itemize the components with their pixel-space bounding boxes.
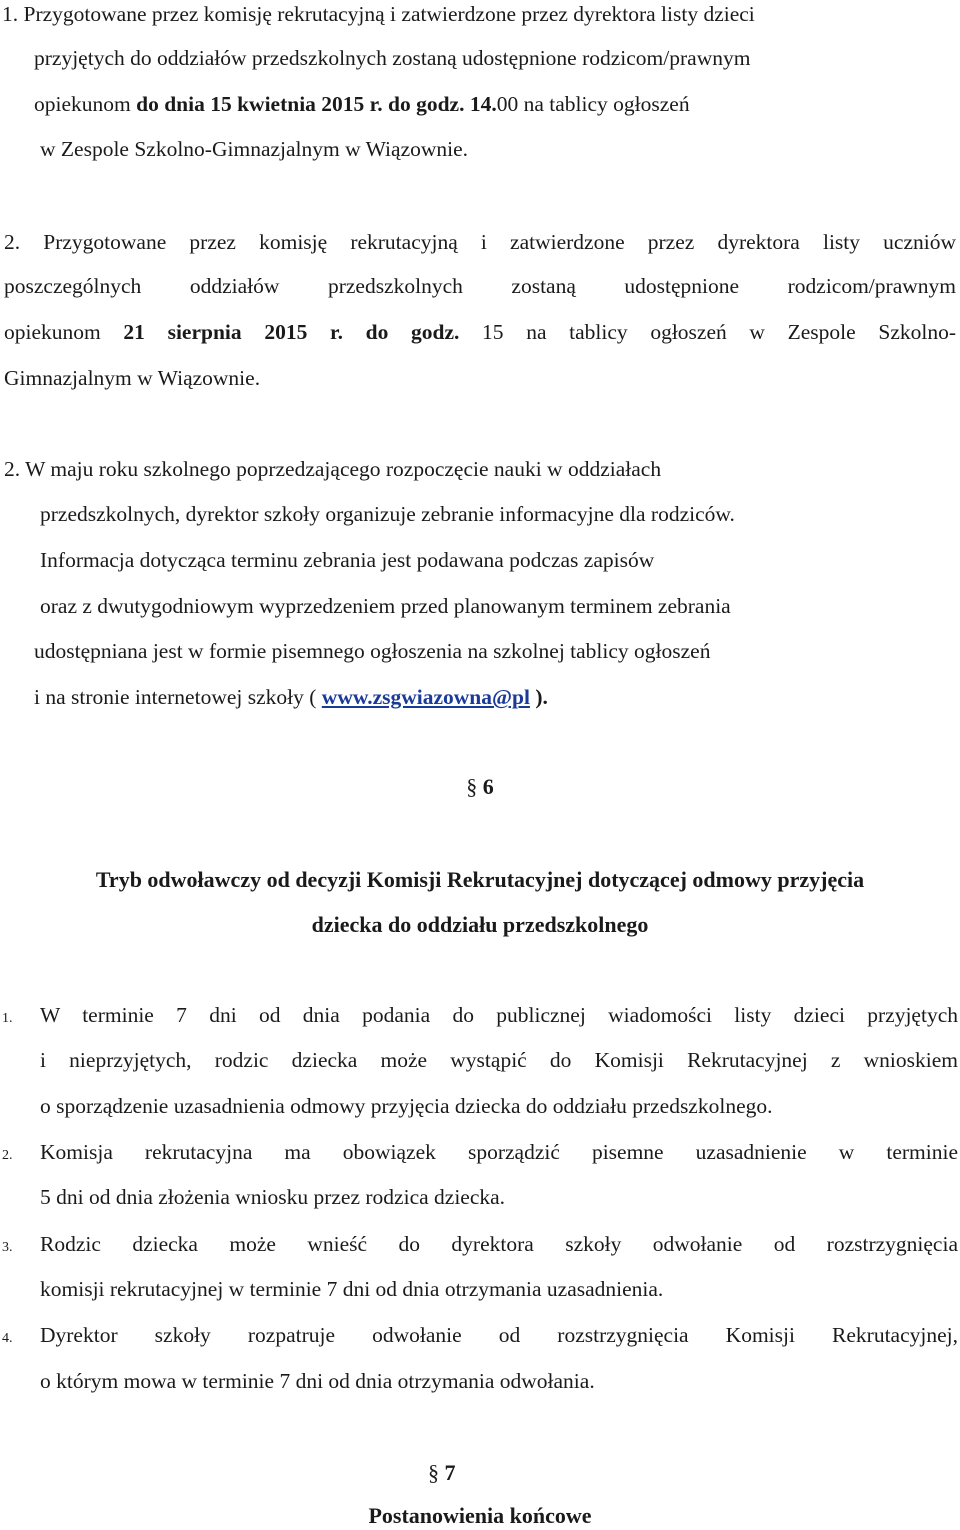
section-7-heading (428, 1459, 456, 1487)
section-7-title: Postanowienia końcowe (368, 1503, 592, 1528)
p3-line-2: przedszkolnych, dyrektor szkoły organizuje zebranie informacyjne dla rodziców. (40, 502, 735, 526)
list-item-3 (2, 1230, 960, 1262)
p1-line-1: 1. Przygotowane przez komisję rekrutacyjną i zatwierdzone przez dyrektora listy dzieci (2, 2, 755, 26)
section-7-number: 7 (444, 1460, 456, 1485)
list-item-3-line-2: komisji rekrutacyjnej w terminie 7 dni od dnia otrzymania uzasadnienia. (40, 1277, 664, 1301)
list-item-1-number: 1. (2, 1011, 13, 1026)
list-item-4-number: 4. (2, 1331, 13, 1346)
p1-line-3 (34, 90, 960, 118)
list-item-4 (2, 1321, 960, 1353)
list-item-1-line-1: W terminie 7 dni od dnia podania do publicznej wiadomości listy dzieci przyjętych (40, 1003, 958, 1027)
p3-line-6 (34, 683, 960, 711)
list-item-2-number: 2. (2, 1148, 13, 1163)
p2-line-2: poszczególnych oddziałów przedszkolnych zostaną udostępnione rodzicom/prawnym (4, 274, 956, 298)
section-6-title-line-2: dziecka do oddziału przedszkolnego (311, 912, 649, 937)
list-item-1 (2, 1001, 960, 1033)
list-item-2-line-2: 5 dni od dnia złożenia wniosku przez rodzica dziecka. (40, 1185, 506, 1209)
p1-line-3-c: 00 na tablicy ogłoszeń (496, 92, 690, 116)
list-item-4-line-1: Dyrektor szkoły rozpatruje odwołanie od rozstrzygnięcia Komisji Rekrutacyjnej, (40, 1323, 958, 1347)
p2-line-4: Gimnazjalnym w Wiązownie. (4, 366, 261, 390)
section-symbol: § (466, 774, 478, 799)
p2-line-3 (4, 318, 956, 346)
p3-line-6-a: i na stronie internetowej szkoły ( (34, 685, 322, 709)
p3-line-1: 2. W maju roku szkolnego poprzedzającego rozpoczęcie nauki w oddziałach (4, 457, 662, 481)
list-item-3-line-1: Rodzic dziecka może wnieść do dyrektora szkoły odwołanie od rozstrzygnięcia (40, 1232, 958, 1256)
p2-line-3-a: opiekunom (4, 320, 124, 344)
p2-deadline: 21 sierpnia 2015 r. do godz. (123, 320, 460, 344)
list-item-3-number: 3. (2, 1240, 13, 1255)
p2-line-3-c: 15 na tablicy ogłoszeń w Zespole Szkolno- (459, 320, 956, 344)
p1-line-4: w Zespole Szkolno-Gimnazjalnym w Wiązownie. (40, 137, 469, 161)
list-item-4-line-2: o którym mowa w terminie 7 dni od dnia otrzymania odwołania. (40, 1369, 595, 1393)
section-6-number: 6 (482, 774, 494, 799)
list-item-2 (2, 1138, 960, 1170)
p3-line-5: udostępniana jest w formie pisemnego ogłoszenia na szkolnej tablicy ogłoszeń (34, 639, 711, 663)
list-item-1-line-3: o sporządzenie uzasadnienia odmowy przyjęcia dziecka do oddziału przedszkolnego. (40, 1094, 773, 1118)
section-6-title-line-1: Tryb odwoławczy od decyzji Komisji Rekrutacyjnej dotyczącej odmowy przyjęcia (95, 867, 865, 892)
list-item-2-line-1: Komisja rekrutacyjna ma obowiązek sporządzić pisemne uzasadnienie w terminie (40, 1140, 958, 1164)
p1-line-2: przyjętych do oddziałów przedszkolnych zostaną udostępnione rodzicom/prawnym (34, 46, 751, 70)
section-symbol: § (428, 1460, 439, 1485)
p3-line-6-c: ). (529, 685, 548, 709)
list-item-1-line-2: i nieprzyjętych, rodzic dziecka może wystąpić do Komisji Rekrutacyjnej z wnioskiem (40, 1048, 958, 1072)
section-6-heading (0, 773, 960, 801)
p1-line-3-a: opiekunom (34, 92, 137, 116)
p2-line-1: 2. Przygotowane przez komisję rekrutacyjną i zatwierdzone przez dyrektora listy uczniów (4, 230, 956, 254)
p3-line-4: oraz z dwutygodniowym wyprzedzeniem przed planowanym terminem zebrania (40, 594, 731, 618)
p1-deadline: do dnia 15 kwietnia 2015 r. do godz. 14. (136, 92, 497, 116)
p3-line-3: Informacja dotycząca terminu zebrania jest podawana podczas zapisów (40, 548, 655, 572)
school-website-link[interactable]: www.zsgwiazowna@pl (321, 685, 530, 709)
